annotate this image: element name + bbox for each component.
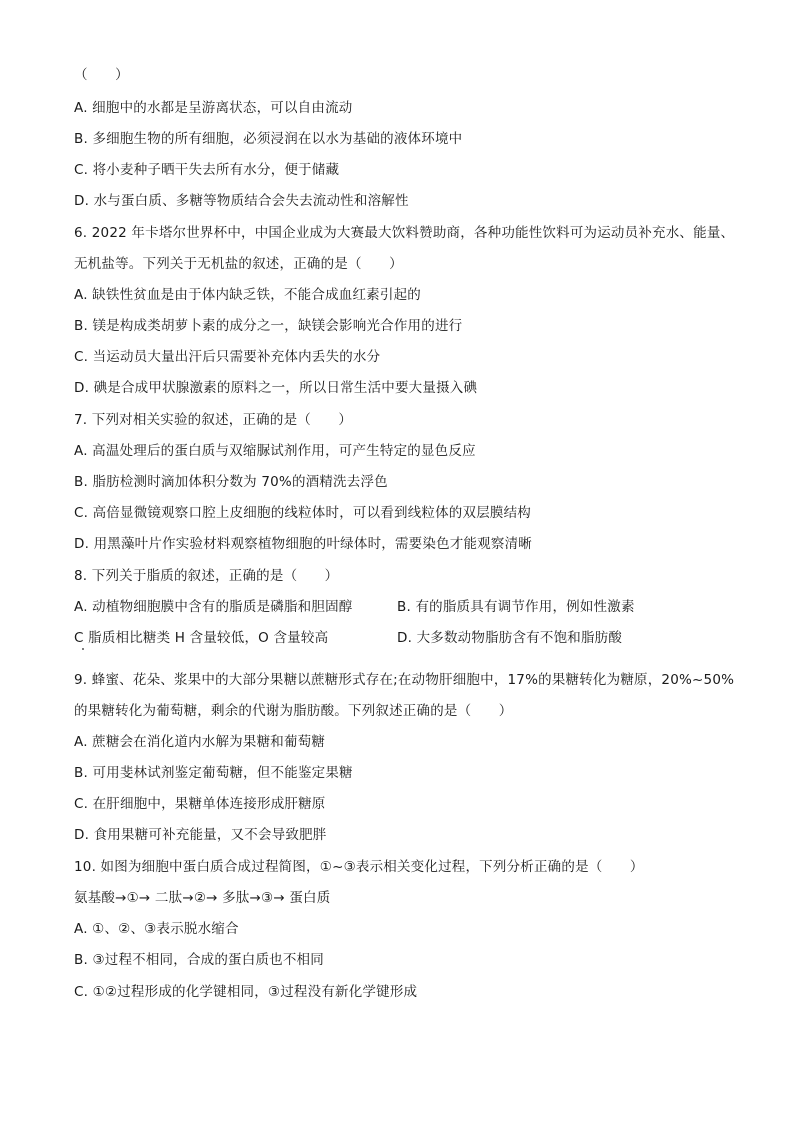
- q6-stem-line2: 无机盐等。下列关于无机盐的叙述，正确的是（ ）: [74, 256, 403, 272]
- q10-stem: 10. 如图为细胞中蛋白质合成过程简图，①~③表示相关变化过程，下列分析正确的是（ ）: [74, 859, 644, 875]
- q6-option-b: B. 镁是构成类胡萝卜素的成分之一，缺镁会影响光合作用的进行: [74, 318, 463, 334]
- q5-option-d: D. 水与蛋白质、多糖等物质结合会失去流动性和溶解性: [74, 193, 409, 209]
- q5-option-a: A. 细胞中的水都是呈游离状态，可以自由流动: [74, 100, 353, 116]
- q9-stem-line2: 的果糖转化为葡萄糖，剩余的代谢为脂肪酸。下列叙述正确的是（ ）: [74, 703, 513, 719]
- q7-option-c: C. 高倍显微镜观察口腔上皮细胞的线粒体时，可以看到线粒体的双层膜结构: [74, 505, 532, 521]
- q5-option-c: C. 将小麦种子晒干失去所有水分，便于储藏: [74, 162, 340, 178]
- stray-dot-mark: [82, 648, 84, 650]
- q5-option-b: B. 多细胞生物的所有细胞，必须浸润在以水为基础的液体环境中: [74, 131, 463, 147]
- q10-process-diagram: 氨基酸→①→ 二肽→②→ 多肽→③→ 蛋白质: [74, 890, 331, 906]
- q9-option-d: D. 食用果糖可补充能量，又不会导致肥胖: [74, 827, 327, 843]
- q8-option-b: B. 有的脂质具有调节作用，例如性激素: [397, 599, 635, 615]
- q6-option-a: A. 缺铁性贫血是由于体内缺乏铁，不能合成血红素引起的: [74, 287, 421, 303]
- q6-option-d: D. 碘是合成甲状腺激素的原料之一，所以日常生活中要大量摄入碘: [74, 380, 478, 396]
- q6-option-c: C. 当运动员大量出汗后只需要补充体内丢失的水分: [74, 349, 381, 365]
- q10-option-b: B. ③过程不相同，合成的蛋白质也不相同: [74, 952, 324, 968]
- q8-option-d: D. 大多数动物脂肪含有不饱和脂肪酸: [397, 630, 623, 646]
- q9-option-b: B. 可用斐林试剂鉴定葡萄糖，但不能鉴定果糖: [74, 765, 353, 781]
- q9-stem-line1: 9. 蜂蜜、花朵、浆果中的大部分果糖以蔗糖形式存在;在动物肝细胞中，17%的果糖转化为糖原，20%~50%: [74, 672, 735, 688]
- q6-stem-line1: 6. 2022 年卡塔尔世界杯中，中国企业成为大赛最大饮料赞助商，各种功能性饮料可为运动员补充水、能量、: [74, 225, 735, 241]
- q7-option-b: B. 脂肪检测时滴加体积分数为 70%的酒精洗去浮色: [74, 474, 388, 490]
- q9-option-c: C. 在肝细胞中，果糖单体连接形成肝糖原: [74, 796, 326, 812]
- q10-option-c: C. ①②过程形成的化学键相同，③过程没有新化学键形成: [74, 984, 418, 1000]
- q7-option-d: D. 用黑藻叶片作实验材料观察植物细胞的叶绿体时，需要染色才能观察清晰: [74, 536, 532, 552]
- q7-option-a: A. 高温处理后的蛋白质与双缩脲试剂作用，可产生特定的显色反应: [74, 443, 476, 459]
- q8-option-c: C 脂质相比糖类 H 含量较低，O 含量较高: [74, 630, 329, 646]
- q5-answer-blank: （ ）: [74, 67, 129, 83]
- q10-option-a: A. ①、②、③表示脱水缩合: [74, 921, 239, 937]
- q8-stem: 8. 下列关于脂质的叙述，正确的是（ ）: [74, 568, 339, 584]
- q9-option-a: A. 蔗糖会在消化道内水解为果糖和葡萄糖: [74, 734, 326, 750]
- q7-stem: 7. 下列对相关实验的叙述，正确的是（ ）: [74, 412, 353, 428]
- q8-option-a: A. 动植物细胞膜中含有的脂质是磷脂和胆固醇: [74, 599, 353, 615]
